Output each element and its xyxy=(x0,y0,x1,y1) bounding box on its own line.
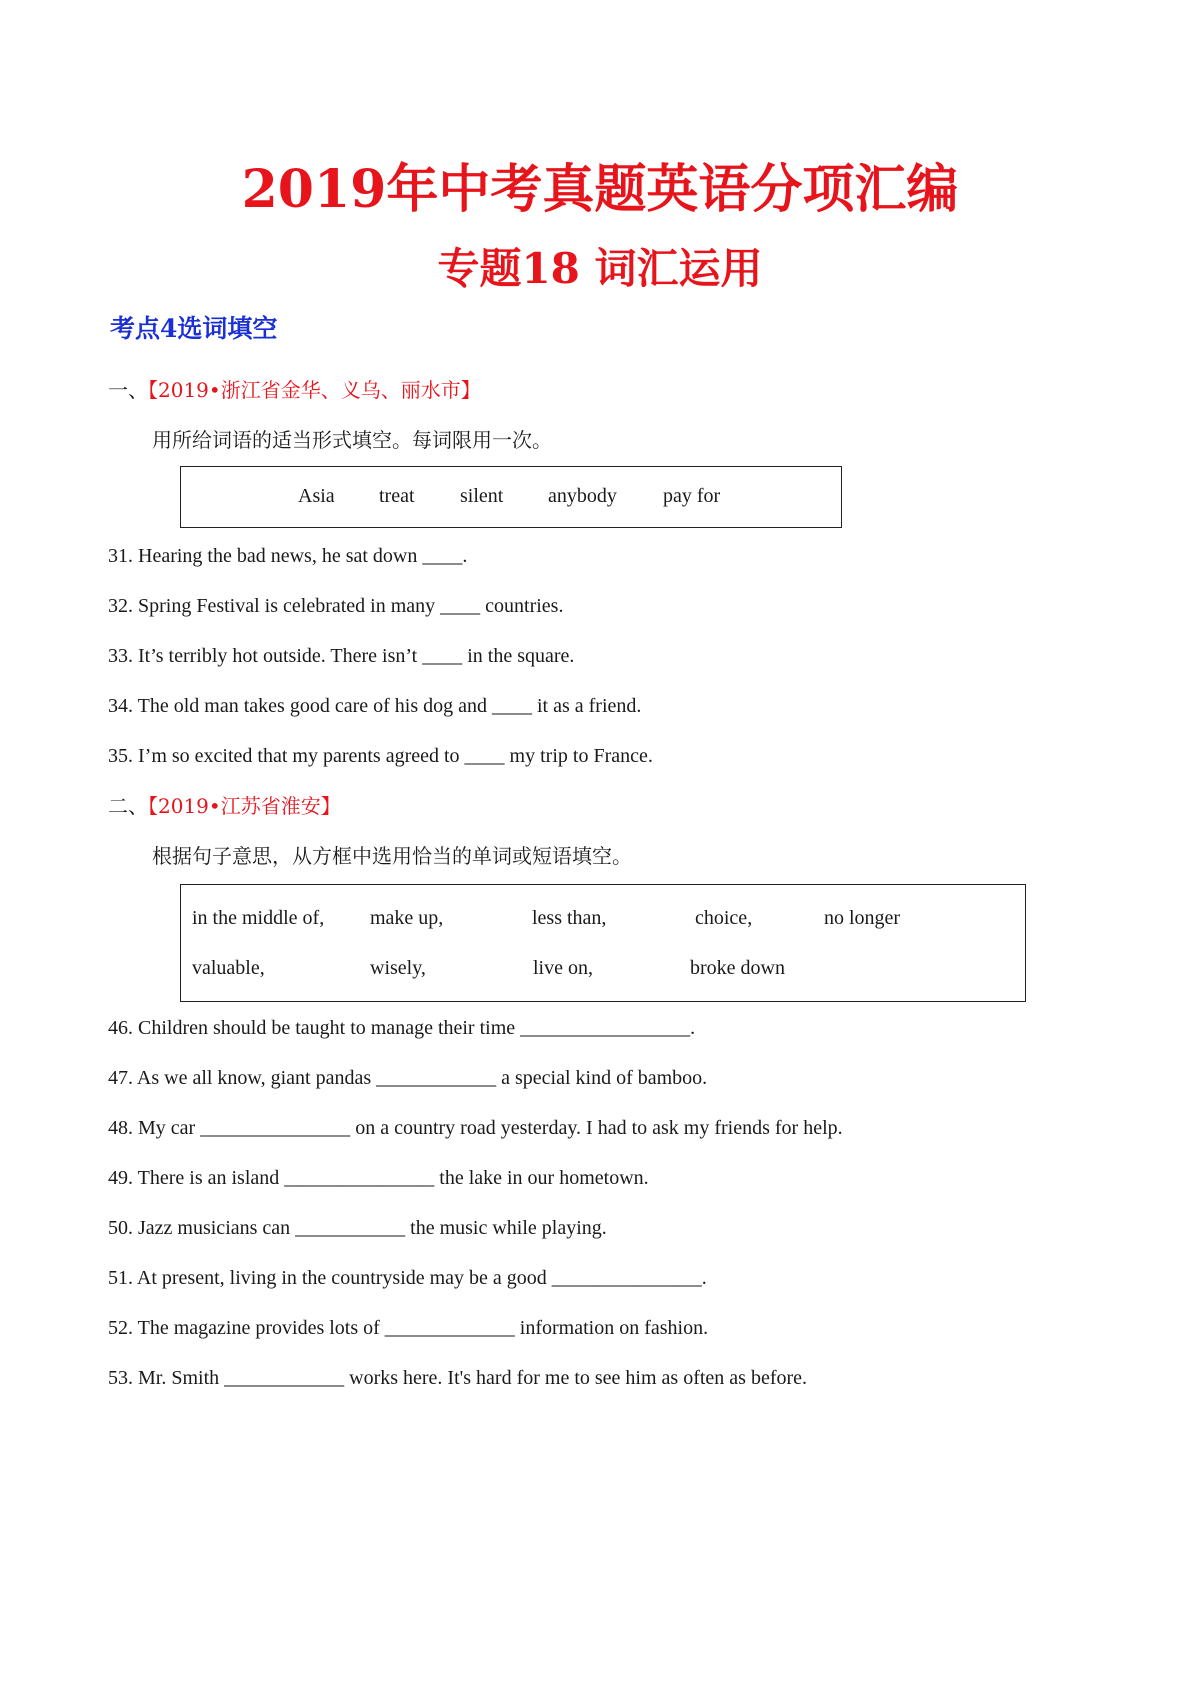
section1-heading xyxy=(108,376,481,404)
word-box-item: silent xyxy=(460,485,504,507)
section1-number: 一、 xyxy=(108,378,148,402)
section2-number: 二、 xyxy=(108,794,148,818)
word-box-item: choice, xyxy=(695,907,753,929)
page-title: 2019年中考真题英语分项汇编 xyxy=(241,159,959,220)
question-48: 48. My car _______________ on a country road yesterday. I had to ask my friends for help. xyxy=(108,1117,843,1139)
topic-heading: 考点4选词填空 xyxy=(110,314,278,343)
word-box-item: live on, xyxy=(533,957,593,979)
question-32: 32. Spring Festival is celebrated in many ____ countries. xyxy=(108,595,564,617)
word-box-item: valuable, xyxy=(192,957,265,979)
question-49: 49. There is an island _______________ the lake in our hometown. xyxy=(108,1167,649,1189)
section2-source: 【2019•江苏省淮安】 xyxy=(148,794,341,818)
word-box-item: broke down xyxy=(690,957,785,979)
question-34: 34. The old man takes good care of his dog and ____ it as a friend. xyxy=(108,695,642,717)
question-47: 47. As we all know, giant pandas ____________ a special kind of bamboo. xyxy=(108,1067,708,1089)
section1-word-box xyxy=(180,466,842,528)
question-31: 31. Hearing the bad news, he sat down ____. xyxy=(108,545,468,567)
word-box-item: make up, xyxy=(370,907,444,929)
word-box-item: in the middle of, xyxy=(192,907,325,929)
section2-heading xyxy=(108,792,341,820)
question-53: 53. Mr. Smith ____________ works here. It's hard for me to see him as often as before. xyxy=(108,1367,808,1389)
question-46: 46. Children should be taught to manage their time _________________. xyxy=(108,1017,696,1039)
word-box-item: anybody xyxy=(548,485,617,507)
page-subtitle: 专题18 词汇运用 xyxy=(437,244,763,293)
word-box-item: treat xyxy=(379,485,415,507)
word-box-item: pay for xyxy=(663,485,721,507)
question-33: 33. It’s terribly hot outside. There isn’t ____ in the square. xyxy=(108,645,575,667)
question-35: 35. I’m so excited that my parents agreed to ____ my trip to France. xyxy=(108,745,653,767)
question-52: 52. The magazine provides lots of _____________ information on fashion. xyxy=(108,1317,709,1339)
section1-source: 【2019•浙江省金华、义乌、丽水市】 xyxy=(148,378,481,402)
question-50: 50. Jazz musicians can ___________ the music while playing. xyxy=(108,1217,607,1239)
section1-instruction: 用所给词语的适当形式填空。每词限用一次。 xyxy=(152,428,552,452)
word-box-item: wisely, xyxy=(370,957,426,979)
word-box-item: no longer xyxy=(824,907,901,929)
section2-instruction: 根据句子意思，从方框中选用恰当的单词或短语填空。 xyxy=(152,844,632,868)
question-51: 51. At present, living in the countryside may be a good _______________. xyxy=(108,1267,707,1289)
word-box-item: Asia xyxy=(298,485,335,507)
word-box-item: less than, xyxy=(532,907,607,929)
section2-word-box xyxy=(180,884,1026,1002)
